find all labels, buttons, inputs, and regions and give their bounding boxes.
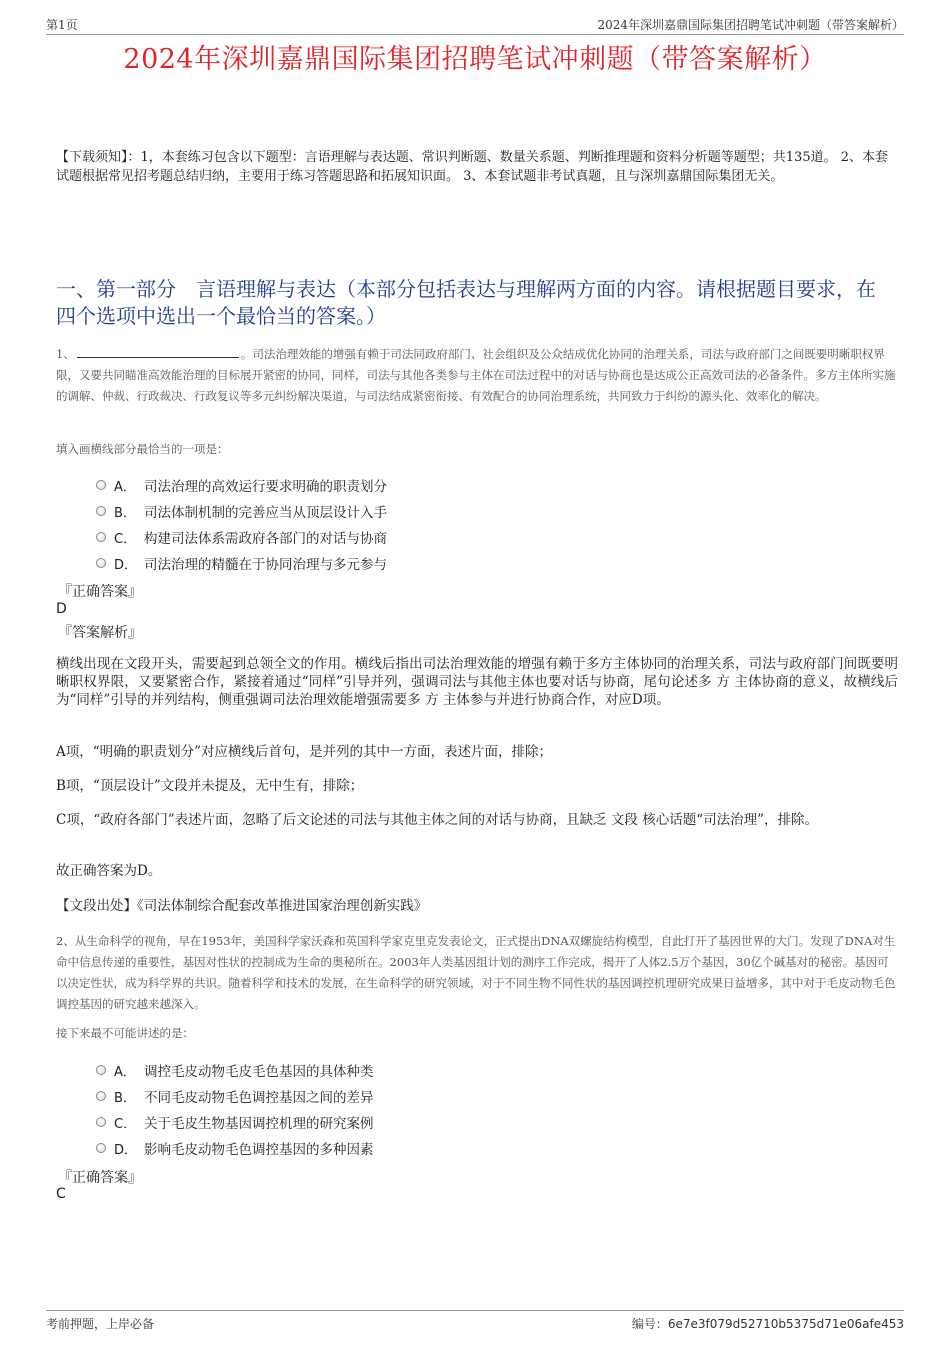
radio-icon[interactable] (96, 558, 106, 568)
analysis-paragraph: B项，“顶层设计”文段并未提及，无中生有，排除； (56, 778, 364, 794)
download-notice: 【下载须知】：1，本套练习包含以下题型：言语理解与表达题、常识判断题、数量关系题、判断推理题和资料分析题等题型；共135道。 2、本套试题根据常见招考题总结归纳，主要用于练习答题思路和拓展知识面。 3、本套试题非考试真题，且与深圳嘉鼎国际集团无关。 (56, 150, 888, 184)
section-heading: 一、第一部分 言语理解与表达（本部分包括表达与理解两方面的内容。请根据题目要求，在四个选项中选出一个最恰当的答案。） (56, 277, 876, 328)
question-1-option-c[interactable]: C． 构建司法体系需政府各部门的对话与协商 (96, 524, 387, 550)
question-1-prompt: 填入画横线部分最恰当的一项是： (56, 442, 229, 456)
question-2-answer: C (56, 1186, 66, 1202)
header-doc-title: 2024年深圳嘉鼎国际集团招聘笔试冲刺题（带答案解析） (597, 18, 904, 32)
footer-code-value: 6e7e3f079d52710b5375d71e06afe453 (667, 1317, 904, 1331)
analysis-paragraph: A项，“明确的职责划分”对应横线后首句，是并列的其中一方面，表述片面，排除； (56, 744, 553, 760)
question-1-answer: D (56, 601, 67, 617)
question-1-number: 1、 (56, 347, 75, 361)
page-footer (46, 1310, 904, 1333)
question-2-options (96, 1057, 374, 1161)
question-2-option-c[interactable]: C． 关于毛皮生物基因调控机理的研究案例 (96, 1109, 374, 1135)
question-2-answer-label: 『正确答案』 (58, 1170, 142, 1186)
question-2-prompt: 接下来最不可能讲述的是： (56, 1026, 194, 1040)
fill-blank (77, 345, 239, 358)
question-2-text: 从生命科学的视角，早在1953年，美国科学家沃森和英国科学家克里克发表论文，正式提出DNA双螺旋结构模型，自此打开了基因世界的大门。发现了DNA对生命中信息传递的重要性，基因对性状的控制成为生命的奥秘所在。2003年人类基因组计划的测序工作完成，揭开了人体2.5万个基因，30亿个碱基对的秘密。基因可以决定性状，成为科学界的共识。随着科学和技术的发展，在生命科学的研究领域，对于不同生物不同性状的基因调控机理研究成果日益增多，其中对于毛皮动物毛色调控基因的研究越来越深入。 (56, 934, 896, 1011)
footer-slogan: 考前押题，上岸必备 (46, 1317, 155, 1331)
page-header (46, 14, 904, 35)
question-1-answer-label: 『正确答案』 (58, 584, 142, 600)
question-2-stem (56, 931, 898, 1015)
question-1-analysis-label: 『答案解析』 (58, 625, 142, 641)
question-1-stem (56, 344, 898, 407)
question-2-option-d[interactable]: D． 影响毛皮动物毛色调控基因的多种因素 (96, 1135, 374, 1161)
question-2-option-b[interactable]: B． 不同毛皮动物毛色调控基因之间的差异 (96, 1083, 374, 1109)
analysis-paragraph: 横线出现在文段开头，需要起到总领全文的作用。横线后指出司法治理效能的增强有赖于多方主体协同的治理关系，司法与政府部门间既要明晰职权界限，又要紧密合作，紧接着通过“同样”引导并列，强调司法与其他主体也要对话与协商，尾句论述多 方 主体协商的意义，故横线后为“同样”引导的并列结构，侧重强调司法治理效能增强需要多 方 主体参与并进行协商合作，对应D项。 (56, 656, 898, 708)
footer-code-label: 编号： (631, 1317, 668, 1331)
analysis-paragraph: C项，“政府各部门”表述片面，忽略了后文论述的司法与其他主体之间的对话与协商，且缺乏 文段 核心话题“司法治理”，排除。 (56, 812, 819, 828)
question-1-option-b[interactable]: B． 司法体制机制的完善应当从顶层设计入手 (96, 498, 387, 524)
question-2-option-a[interactable]: A． 调控毛皮动物毛皮毛色基因的具体种类 (96, 1057, 374, 1083)
page-number: 第1页 (46, 18, 78, 32)
question-2-number: 2、 (56, 934, 75, 948)
footer-code (632, 1315, 904, 1332)
radio-icon[interactable] (96, 532, 106, 542)
question-1-option-d[interactable]: D． 司法治理的精髓在于协同治理与多元参与 (96, 550, 387, 576)
radio-icon[interactable] (96, 1117, 106, 1127)
radio-icon[interactable] (96, 1143, 106, 1153)
question-1-option-a[interactable]: A． 司法治理的高效运行要求明确的职责划分 (96, 472, 387, 498)
radio-icon[interactable] (96, 480, 106, 490)
question-1-options (96, 472, 387, 576)
analysis-paragraph: 故正确答案为D。 (56, 863, 162, 879)
analysis-source: 【文段出处】《司法体制综合配套改革推进国家治理创新实践》 (56, 898, 428, 914)
question-1-text: 。司法治理效能的增强有赖于司法同政府部门、社会组织及公众结成优化协同的治理关系，司法与政府部门之间既要明晰职权界限，又要共同瞄准高效能治理的目标展开紧密的协同，同样，司法与其他各类参与主体在司法过程中的对话与协商也是达成公正高效司法的必备条件。多方主体所实施的调解、仲裁、行政裁决、行政复议等多元纠纷解决渠道，与司法结成紧密衔接、有效配合的协同治理系统，共同致力于纠纷的源头化、效率化的解决。 (56, 347, 896, 403)
document-title: 2024年深圳嘉鼎国际集团招聘笔试冲刺题（带答案解析） (123, 44, 827, 75)
radio-icon[interactable] (96, 506, 106, 516)
radio-icon[interactable] (96, 1065, 106, 1075)
radio-icon[interactable] (96, 1091, 106, 1101)
